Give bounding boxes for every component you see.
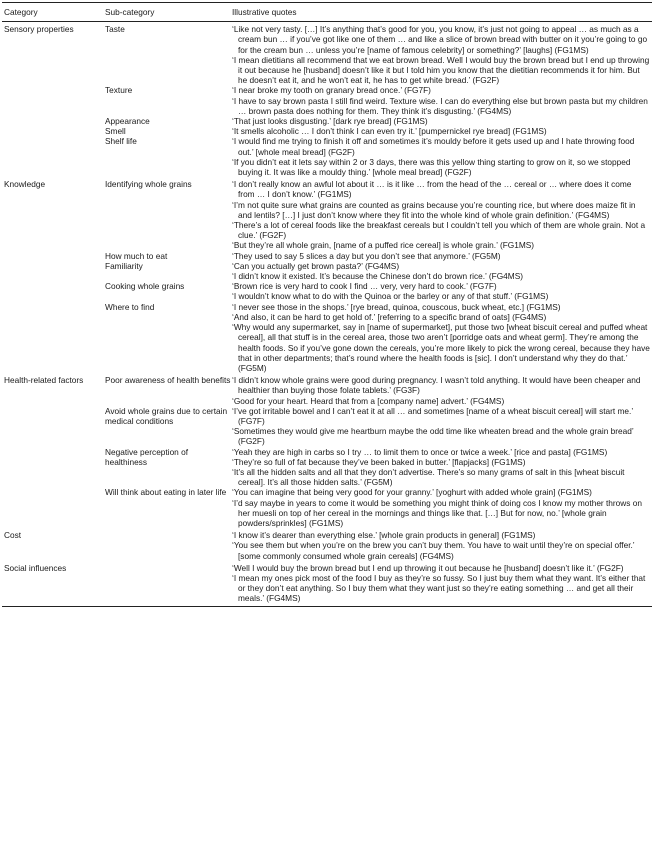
header-category: Category: [4, 7, 38, 17]
table-bottom-rule: [2, 606, 652, 607]
quote-list: [232, 116, 652, 126]
sub-category-label: Smell: [105, 126, 126, 137]
illustrative-quote: ‘It’s all the hidden salts and all that they don’t advertise. There’s so many grams of salt in this [wheat biscuit cereal]. It’s all those hidden salts.’ (FG5M): [232, 466, 625, 488]
illustrative-quote: ‘Can you actually get brown pasta?’ (FG4MS): [232, 260, 400, 271]
category-block: [2, 528, 652, 561]
header-illustrative-quotes: Illustrative quotes: [232, 7, 297, 17]
illustrative-quote: ‘Yeah they are high in carbs so I try … to limit them to once or twice a week.’ [rice and pasta] (FG1MS): [232, 446, 608, 457]
quote-list: [232, 447, 652, 488]
illustrative-quote: ‘I didn’t know whole grains were good during pregnancy. I wasn’t told anything. It would have been cheaper and healthier than buying those folate tablets.’ (FG3F): [232, 375, 641, 396]
quote-list: [232, 406, 652, 447]
illustrative-quote: ‘I mean my ones pick most of the food I buy as they’re so fussy. So I just buy them what they want. It’s either that or they don’t eat anything. So I buy them what they want just so they’re eating something … and get all their meals.’ (FG4MS): [232, 572, 646, 604]
quote-list: [232, 85, 652, 116]
category-block: [2, 373, 652, 528]
table-row: [102, 563, 652, 604]
illustrative-quote: ‘They’re so full of fat because they’ve been baked in butter.’ [flapjacks] (FG1MS): [232, 456, 526, 467]
sub-category-label: Negative perception of healthiness: [105, 446, 189, 467]
illustrative-quote: ‘Sometimes they would give me heartburn maybe the odd time like wheaten bread and the whole grain bread’ (FG2F): [232, 426, 634, 447]
illustrative-quote: ‘I’d say maybe in years to come it would be something you might think of doing cos I know my mother throws on her muesli on top of her cereal in the mornings and things like that. […] But for now, no.’ [whole grain powders/sprinkles] (FG1MS): [232, 497, 642, 528]
illustrative-quote: ‘There’s a lot of cereal foods like the breakfast cereals but I couldn’t tell you which of them are whole grain. Not a clue.’ (FG2F): [232, 220, 646, 241]
table-row: [102, 530, 652, 561]
illustrative-quote: ‘If you didn’t eat it lets say within 2 or 3 days, there was this yellow thing starting to grow on it, so we stopped buying it. It was like a mouldy thing.’ [whole meal bread] (FG2F): [232, 156, 631, 178]
sub-category-label: Cooking whole grains: [105, 281, 185, 292]
illustrative-quote: ‘You see them but when you’re on the brew you can’t buy them. You have to wait until they’re on special offer.’ [some commonly consumed whole grain cereals] (FG4MS): [232, 540, 635, 561]
category-label: Sensory properties: [4, 24, 74, 35]
table-row: [102, 116, 652, 126]
table-row: [102, 281, 652, 301]
illustrative-quote: ‘It smells alcoholic … I don’t think I can even try it.’ [pumpernickel rye bread] (FG1MS): [232, 126, 547, 137]
sub-category-label: Taste: [105, 24, 125, 35]
sub-category-label: Where to find: [105, 301, 155, 312]
table-row: [102, 375, 652, 406]
table-row: [102, 447, 652, 488]
category-block: [2, 22, 652, 177]
category-label: Health-related factors: [4, 375, 84, 386]
sub-category-label: Poor awareness of health benefits: [105, 375, 231, 386]
illustrative-quote: ‘They used to say 5 slices a day but you don’t see that anymore.’ (FG5M): [232, 250, 501, 261]
sub-category-label: Will think about eating in later life: [105, 487, 227, 498]
illustrative-quote: ‘Why would any supermarket, say in [name of supermarket], put those two [wheat biscuit cereal and puffed wheat cereal], all that stuff is in the cereal area, those two aren’t [porridge oats and wheat germ]. They’re among the health foods. So if you’ve gone down the cereals, you’re more likely to pick the wrong cereal, because they have that in other departments; that’s round where the health foods is [sic]. I don’t understand why they do that.’ (FG5M): [232, 322, 650, 373]
quotes-table: [2, 0, 652, 607]
category-block: [2, 561, 652, 604]
quote-list: [232, 24, 652, 85]
quote-list: [232, 302, 652, 373]
sub-category-label: [102, 530, 232, 561]
illustrative-quote: ‘You can imagine that being very good for your granny.’ [yoghurt with added whole grain] (FG1MS): [232, 487, 592, 498]
illustrative-quote: ‘I’ve got irritable bowel and I can’t eat it at all … and sometimes [name of a wheat biscuit cereal] will start me.’ (FG7F): [232, 405, 633, 426]
sub-category-group: [102, 179, 652, 373]
illustrative-quote: ‘Well I would buy the brown bread but I end up throwing it out because he [husband] doesn’t like it.’ (FG2F): [232, 562, 624, 573]
category-label: Cost: [4, 530, 22, 541]
table-row: [102, 179, 652, 250]
quote-list: [232, 261, 652, 281]
illustrative-quote: ‘I have to say brown pasta I still find weird. Texture wise. I can do everything else but brown pasta but my children … brown pasta does nothing for them. They think it’s disgusting.’ (FG4MS): [232, 95, 648, 116]
illustrative-quote: ‘Like not very tasty. […] It’s anything that’s good for you, you know, it’s just not going to appeal … as much as a cream bun … if you’ve got like one of them … and like a slice of brown bread with butter on it you’re going to go for the cream bun … unless you’re [name of famous celebrity] or something?’ [laughs] (FG1MS): [232, 24, 648, 55]
header-sub-category: Sub-category: [105, 7, 155, 17]
illustrative-quote: ‘I never see those in the shops.’ [rye bread, quinoa, couscous, buck wheat, etc.] (FG1MS): [232, 301, 561, 312]
illustrative-quote: ‘I near broke my tooth on granary bread once.’ (FG7F): [232, 85, 431, 96]
quote-list: [232, 179, 652, 250]
sub-category-group: [102, 375, 652, 528]
illustrative-quote: ‘I know it’s dearer than everything else.’ [whole grain products in general] (FG1MS): [232, 530, 536, 541]
sub-category-label: Appearance: [105, 116, 150, 127]
table-row: [102, 406, 652, 447]
table-row: [102, 24, 652, 85]
sub-category-label: Shelf life: [105, 136, 137, 147]
illustrative-quote: ‘Brown rice is very hard to cook I find … very, very hard to cook.’ (FG7F): [232, 281, 497, 292]
quote-list: [232, 563, 652, 604]
illustrative-quote: ‘I would find me trying to finish it off and sometimes it’s mouldy before it gets used up and I hate throwing food out.’ [whole meal bread] (FG2F): [232, 136, 635, 157]
illustrative-quote: ‘That just looks disgusting.’ [dark rye bread] (FG1MS): [232, 116, 428, 127]
quote-list: [232, 487, 652, 528]
quote-list: [232, 136, 652, 177]
sub-category-label: [102, 563, 232, 604]
illustrative-quote: ‘I mean dietitians all recommend that we eat brown bread. Well I would buy the brown bread but I end up throwing it out because he [husband] doesn’t like it but I told him you know that the dietitian recommends it for him. But he doesn’t eat it, and he won’t eat it, he has to get white bread.’ (FG2F): [232, 54, 650, 86]
sub-category-label: Avoid whole grains due to certain medical conditions: [105, 405, 228, 426]
table-body: [2, 22, 652, 603]
category-label: Social influences: [4, 562, 67, 573]
illustrative-quote: ‘I wouldn’t know what to do with the Quinoa or the barley or any of that stuff.’ (FG1MS): [232, 291, 549, 302]
sub-category-group: [102, 24, 652, 177]
quote-list: [232, 281, 652, 301]
table-row: [102, 85, 652, 116]
category-label: Knowledge: [4, 179, 46, 190]
table-row: [102, 261, 652, 281]
illustrative-quote: ‘Good for your heart. Heard that from a [company name] advert.’ (FG4MS): [232, 395, 505, 406]
illustrative-quote: ‘I didn’t know it existed. It’s because the Chinese don’t do brown rice.’ (FG4MS): [232, 271, 523, 282]
illustrative-quote: ‘But they’re all whole grain, [name of a puffed rice cereal] is whole grain.’ (FG1MS): [232, 240, 535, 251]
table-row: [102, 302, 652, 373]
table-row: [102, 136, 652, 177]
sub-category-group: [102, 563, 652, 604]
illustrative-quote: ‘And also, it can be hard to get hold of.’ [referring to a specific brand of oats] (FG4MS): [232, 311, 547, 322]
table-row: [102, 487, 652, 528]
illustrative-quote: ‘I’m not quite sure what grains are counted as grains because you’re counting rice, but where does maize fit in and lentils? […] I just don’t know where they fit into the whole kind of whole grain definition.’ (FG4MS): [232, 199, 636, 220]
sub-category-group: [102, 530, 652, 561]
quote-list: [232, 126, 652, 136]
table-header-row: [2, 3, 652, 21]
quote-list: [232, 375, 652, 406]
table-row: [102, 126, 652, 136]
category-block: [2, 177, 652, 373]
quote-list: [232, 530, 652, 561]
sub-category-label: Texture: [105, 85, 133, 96]
quote-list: [232, 251, 652, 261]
illustrative-quote: ‘I don’t really know an awful lot about it … is it like … from the head of the … cereal or … where does it come from … I don’t know.’ (FG1MS): [232, 179, 632, 200]
table-row: [102, 251, 652, 261]
sub-category-label: Identifying whole grains: [105, 179, 192, 190]
sub-category-label: Familiarity: [105, 260, 143, 271]
sub-category-label: How much to eat: [105, 250, 168, 261]
